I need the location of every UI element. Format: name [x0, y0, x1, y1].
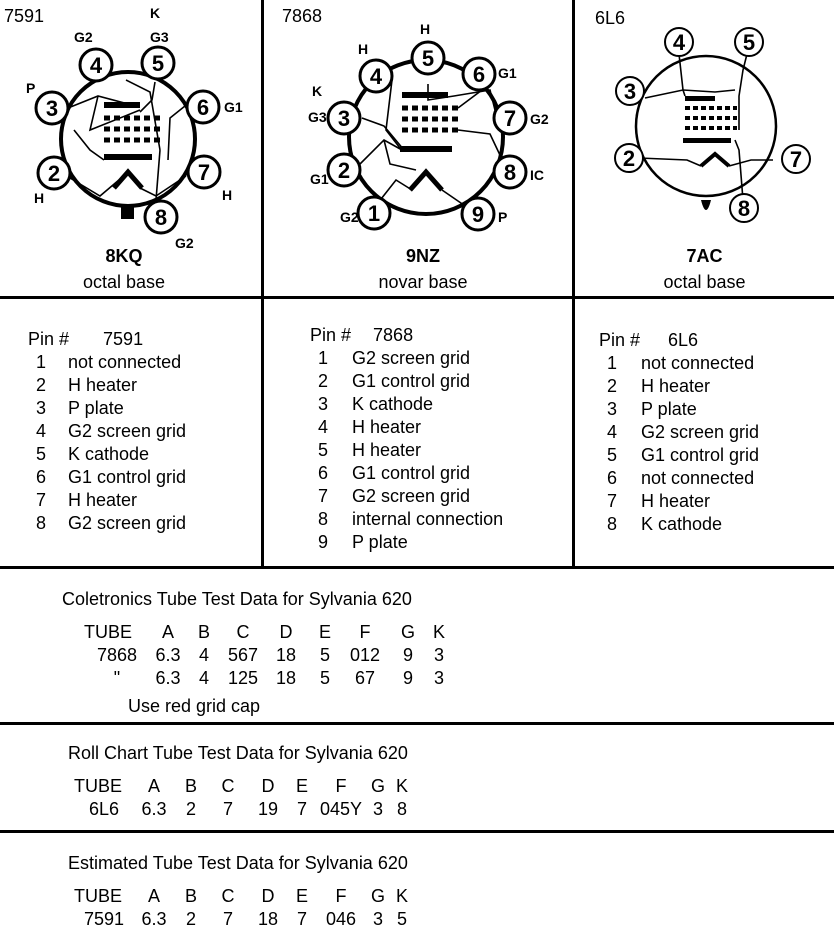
label-pin-3: K: [312, 83, 323, 99]
base-type: 7AC: [686, 246, 723, 266]
tube-name: 6L6: [595, 8, 626, 28]
list-item: 4 G2 screen grid: [35, 421, 187, 441]
table-header-row: TUBE A B C D E F G K: [84, 622, 445, 642]
label-g3: G3: [308, 109, 327, 125]
key-notch: [121, 205, 134, 219]
estimated-section: [0, 833, 834, 944]
table-row: 6L6 6.3 2 7 19 7 045Y 3 8: [88, 799, 407, 819]
label-pin-8: G2: [175, 235, 194, 251]
table-row: 7868 6.3 4 567 18 5 012 9 3: [96, 645, 444, 665]
svg-text:7: 7: [503, 106, 517, 131]
list-item: 5 G1 control grid: [606, 445, 760, 465]
tube-name: 7591: [4, 6, 45, 26]
label-g3: G3: [150, 29, 169, 45]
pin-3: [616, 77, 644, 105]
list-item: 5 H heater: [317, 440, 422, 460]
pins: [328, 42, 526, 230]
pin-2: [328, 154, 360, 186]
list-item: 7 H heater: [606, 491, 711, 511]
pinlist-6l6: [599, 329, 759, 536]
pin-5: [412, 42, 444, 74]
label-pin-1: G2: [340, 209, 359, 225]
divider-h-1: [0, 296, 834, 299]
svg-text:5: 5: [421, 46, 435, 71]
svg-text:3: 3: [45, 96, 59, 121]
list-item: 5 K cathode: [35, 444, 150, 464]
grid-cap-note: Use red grid cap: [128, 696, 261, 716]
heater-chevron: [701, 154, 729, 166]
grid-dashes: [402, 108, 458, 130]
svg-text:6: 6: [196, 95, 210, 120]
plate-bar: [685, 96, 715, 101]
cathode-bar: [400, 146, 452, 152]
pin-3: [328, 102, 360, 134]
svg-text:2: 2: [622, 146, 636, 171]
pinlist-tube: 6L6: [668, 330, 699, 350]
heater-chevron: [410, 172, 442, 190]
rollchart-table: [74, 775, 414, 821]
svg-text:4: 4: [672, 30, 686, 55]
list-item: 2 H heater: [35, 375, 138, 395]
list-item: 7 G2 screen grid: [317, 486, 471, 506]
section-title: Coletronics Tube Test Data for Sylvania 620: [62, 589, 412, 609]
coletronics-table: [84, 621, 450, 690]
estimated-table: [74, 885, 414, 931]
pin-8: [494, 156, 526, 188]
list-item: 8 K cathode: [606, 514, 723, 534]
svg-text:4: 4: [369, 64, 383, 89]
svg-text:2: 2: [337, 158, 351, 183]
table-header-row: TUBE A B C D E F G K: [74, 776, 408, 796]
label-pin-5: K: [150, 5, 161, 21]
pinlist-7868: [310, 324, 503, 554]
label-pin-2: H: [34, 190, 45, 206]
svg-text:5: 5: [151, 51, 165, 76]
pin-header: Pin #: [28, 329, 70, 349]
pin-6: [187, 91, 219, 123]
pin-1: [358, 197, 390, 229]
pin-8: [730, 194, 758, 222]
svg-text:7: 7: [789, 147, 803, 172]
pin-8: [145, 201, 177, 233]
tube-name: 7868: [282, 6, 323, 26]
base-type: 9NZ: [405, 246, 440, 266]
list-item: 1 not connected: [606, 353, 755, 373]
cathode-bar: [104, 154, 152, 160]
diagram-7868: [264, 0, 572, 296]
pinlist-tube: 7868: [373, 325, 414, 345]
table-row: 7591 6.3 2 7 18 7 046 3 5: [83, 909, 407, 929]
list-item: 8 G2 screen grid: [35, 513, 187, 533]
label-pin-4: H: [358, 41, 369, 57]
base-type: 8KQ: [105, 246, 143, 266]
pinlist-tube: 7591: [103, 329, 144, 349]
svg-text:6: 6: [472, 62, 486, 87]
label-pin-8: IC: [530, 167, 544, 183]
list-item: 7 H heater: [35, 490, 138, 510]
pin-4: [80, 49, 112, 81]
list-item: 3 P plate: [35, 398, 124, 418]
diagram-7591: [0, 0, 261, 296]
label-pin-4: G2: [74, 29, 93, 45]
label-pin-9: P: [498, 209, 508, 225]
list-item: 1 not connected: [35, 352, 182, 372]
list-item: 4 G2 screen grid: [606, 422, 760, 442]
diagram-6l6: [575, 0, 834, 296]
grid-dashes: [685, 108, 737, 128]
svg-text:8: 8: [154, 205, 168, 230]
list-item: 1 G2 screen grid: [317, 348, 471, 368]
list-item: 2 H heater: [606, 376, 711, 396]
svg-text:1: 1: [367, 201, 381, 226]
table-header-row: TUBE A B C D E F G K: [74, 886, 408, 906]
list-item: 9 P plate: [317, 532, 408, 552]
base-name: octal base: [82, 272, 166, 292]
key-notch: [701, 200, 711, 210]
pin-7: [782, 145, 810, 173]
svg-text:9: 9: [471, 202, 485, 227]
pinlist-7591: [28, 328, 186, 535]
label-pin-2: G1: [310, 171, 329, 187]
label-pin-5: H: [420, 21, 431, 37]
pin-3: [36, 92, 68, 124]
pin-5: [142, 47, 174, 79]
svg-text:7: 7: [197, 160, 211, 185]
pin-4: [360, 60, 392, 92]
pin-header: Pin #: [310, 325, 352, 345]
list-item: 3 K cathode: [317, 394, 434, 414]
pin-2: [615, 144, 643, 172]
list-item: 6 G1 control grid: [35, 467, 187, 487]
pin-2: [38, 157, 70, 189]
plate-bar: [402, 92, 448, 98]
svg-text:8: 8: [737, 196, 751, 221]
list-item: 4 H heater: [317, 417, 422, 437]
section-title: Estimated Tube Test Data for Sylvania 620: [68, 853, 408, 873]
pin-header: Pin #: [599, 330, 641, 350]
label-pin-6: G1: [224, 99, 243, 115]
label-pin-7: G2: [530, 111, 549, 127]
svg-text:8: 8: [503, 160, 517, 185]
list-item: 6 not connected: [606, 468, 755, 488]
coletronics-section: [0, 569, 834, 722]
pin-9: [462, 198, 494, 230]
svg-text:4: 4: [89, 53, 103, 78]
svg-text:5: 5: [742, 30, 756, 55]
table-row: " 6.3 4 125 18 5 67 9 3: [113, 668, 444, 688]
cathode-bar: [683, 138, 731, 143]
label-pin-6: G1: [498, 65, 517, 81]
list-item: 3 P plate: [606, 399, 697, 419]
list-item: 2 G1 control grid: [317, 371, 471, 391]
label-pin-3: P: [26, 80, 36, 96]
label-pin-7: H: [222, 187, 233, 203]
rollchart-section: [0, 725, 834, 830]
base-name: novar base: [378, 272, 468, 292]
list-item: 8 internal connection: [317, 509, 504, 529]
section-title: Roll Chart Tube Test Data for Sylvania 620: [68, 743, 408, 763]
svg-text:2: 2: [47, 161, 61, 186]
pin-4: [665, 28, 693, 56]
base-name: octal base: [663, 272, 746, 292]
pin-5: [735, 28, 763, 56]
svg-text:3: 3: [623, 79, 637, 104]
pin-7: [494, 102, 526, 134]
pin-6: [463, 58, 495, 90]
pin-7: [188, 156, 220, 188]
svg-text:3: 3: [337, 106, 351, 131]
list-item: 6 G1 control grid: [317, 463, 471, 483]
